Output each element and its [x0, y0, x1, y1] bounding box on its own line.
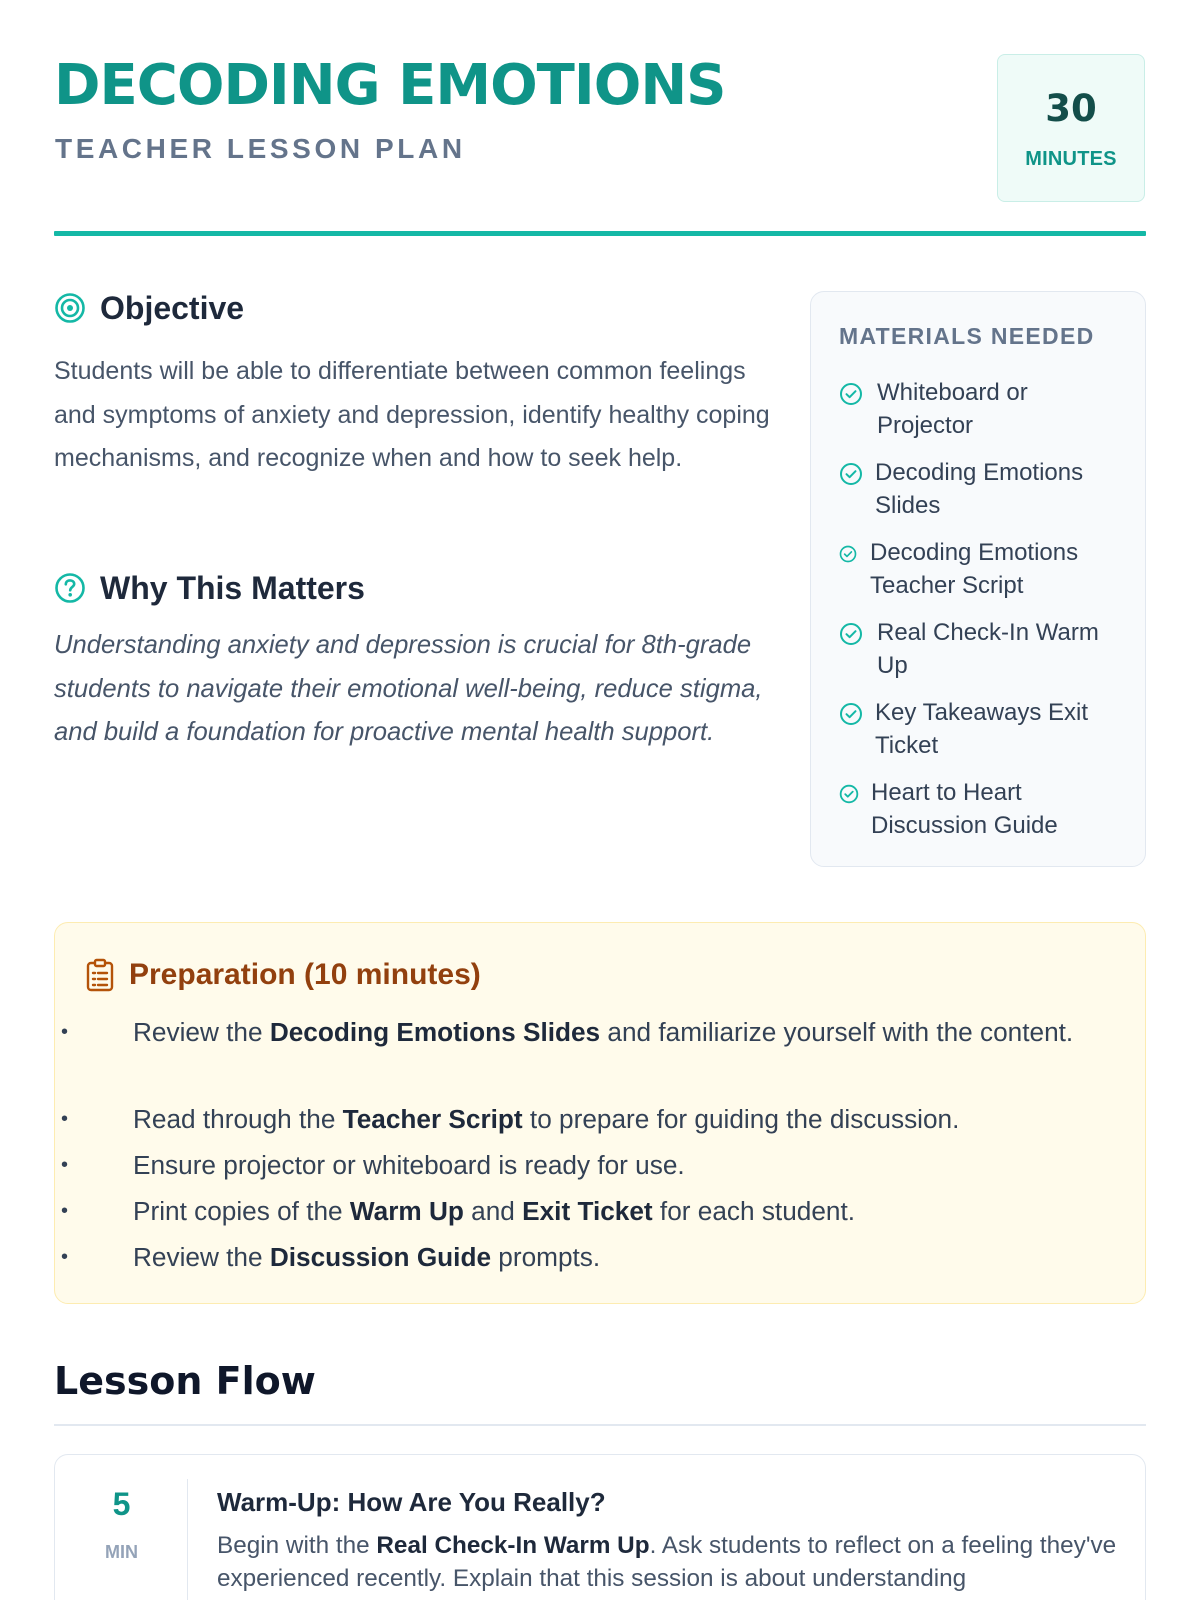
bullet-icon: • [61, 1246, 69, 1268]
materials-title: MATERIALS NEEDED [839, 323, 1095, 349]
bullet-icon: • [61, 1154, 69, 1176]
check-circle-icon [839, 382, 863, 406]
preparation-item: • Review the Decoding Emotions Slides and familiarize yourself with the content. [97, 1012, 1107, 1052]
materials-item-line: Slides [875, 492, 941, 519]
preparation-item: • Ensure projector or whiteboard is ready for use. [97, 1145, 1107, 1185]
materials-item-line: Heart to Heart [871, 779, 1022, 806]
lesson-flow-title: Lesson Flow [54, 1359, 316, 1403]
why-text: Understanding anxiety and depression is crucial for 8th-grade students to navigate their emotional well-being, reduce stigma, and build a foundation for proactive mental health support. [54, 631, 763, 746]
step-title: Warm-Up: How Are You Really? [217, 1487, 606, 1517]
step-divider [187, 1479, 188, 1600]
materials-item-line: Key Takeaways Exit [875, 699, 1088, 726]
check-circle-icon [839, 784, 859, 804]
objective-heading: Objective [100, 290, 245, 326]
step-minutes: 5 [112, 1486, 131, 1522]
bullet-icon: • [61, 1200, 69, 1222]
page-title: DECODING EMOTIONS [54, 53, 726, 118]
check-circle-icon [839, 462, 863, 486]
materials-item-line: Ticket [875, 732, 939, 759]
bullet-icon: • [61, 1021, 69, 1043]
materials-panel [810, 291, 1146, 867]
objective-text: Students will be able to differentiate between common feelings and symptoms of anxiety and depression, identify healthy coping mechanisms, and recognize when and how to seek help. [54, 357, 770, 472]
check-circle-icon [839, 622, 863, 646]
header-divider [54, 231, 1146, 236]
preparation-item: • Print copies of the Warm Up and Exit Ticket for each student. [97, 1191, 1107, 1231]
preparation-title: Preparation (10 minutes) [129, 958, 481, 991]
question-circle-icon [54, 572, 86, 604]
materials-item-line: Decoding Emotions [870, 539, 1079, 566]
check-circle-icon [839, 545, 857, 563]
page-subtitle: TEACHER LESSON PLAN [55, 133, 466, 164]
lesson-flow-divider [54, 1424, 1146, 1426]
duration-value: 30 [1045, 87, 1097, 130]
materials-item-line: Decoding Emotions [875, 459, 1084, 486]
materials-item-line: Real Check-In Warm [877, 619, 1099, 646]
materials-item-line: Whiteboard or [877, 379, 1028, 406]
check-circle-icon [839, 702, 863, 726]
materials-item-line: Projector [877, 412, 974, 439]
bullet-icon: • [61, 1108, 69, 1130]
step-description: Begin with the Real Check-In Warm Up. Ask students to reflect on a feeling they've experienced recently. Explain that this session is about understanding [217, 1532, 1117, 1592]
duration-badge [997, 54, 1145, 202]
lesson-step-card [54, 1454, 1146, 1600]
materials-item-line: Up [877, 652, 908, 679]
materials-item-line: Teacher Script [870, 572, 1024, 599]
duration-unit: MINUTES [1025, 148, 1117, 170]
preparation-panel [54, 922, 1146, 1304]
target-icon [54, 292, 86, 324]
preparation-item: • Review the Discussion Guide prompts. [97, 1237, 1107, 1277]
why-heading: Why This Matters [100, 570, 365, 606]
step-minutes-label: MIN [105, 1542, 138, 1562]
clipboard-icon [85, 958, 115, 992]
materials-item-line: Discussion Guide [871, 812, 1058, 839]
preparation-item: • Read through the Teacher Script to prepare for guiding the discussion. [97, 1099, 1107, 1139]
